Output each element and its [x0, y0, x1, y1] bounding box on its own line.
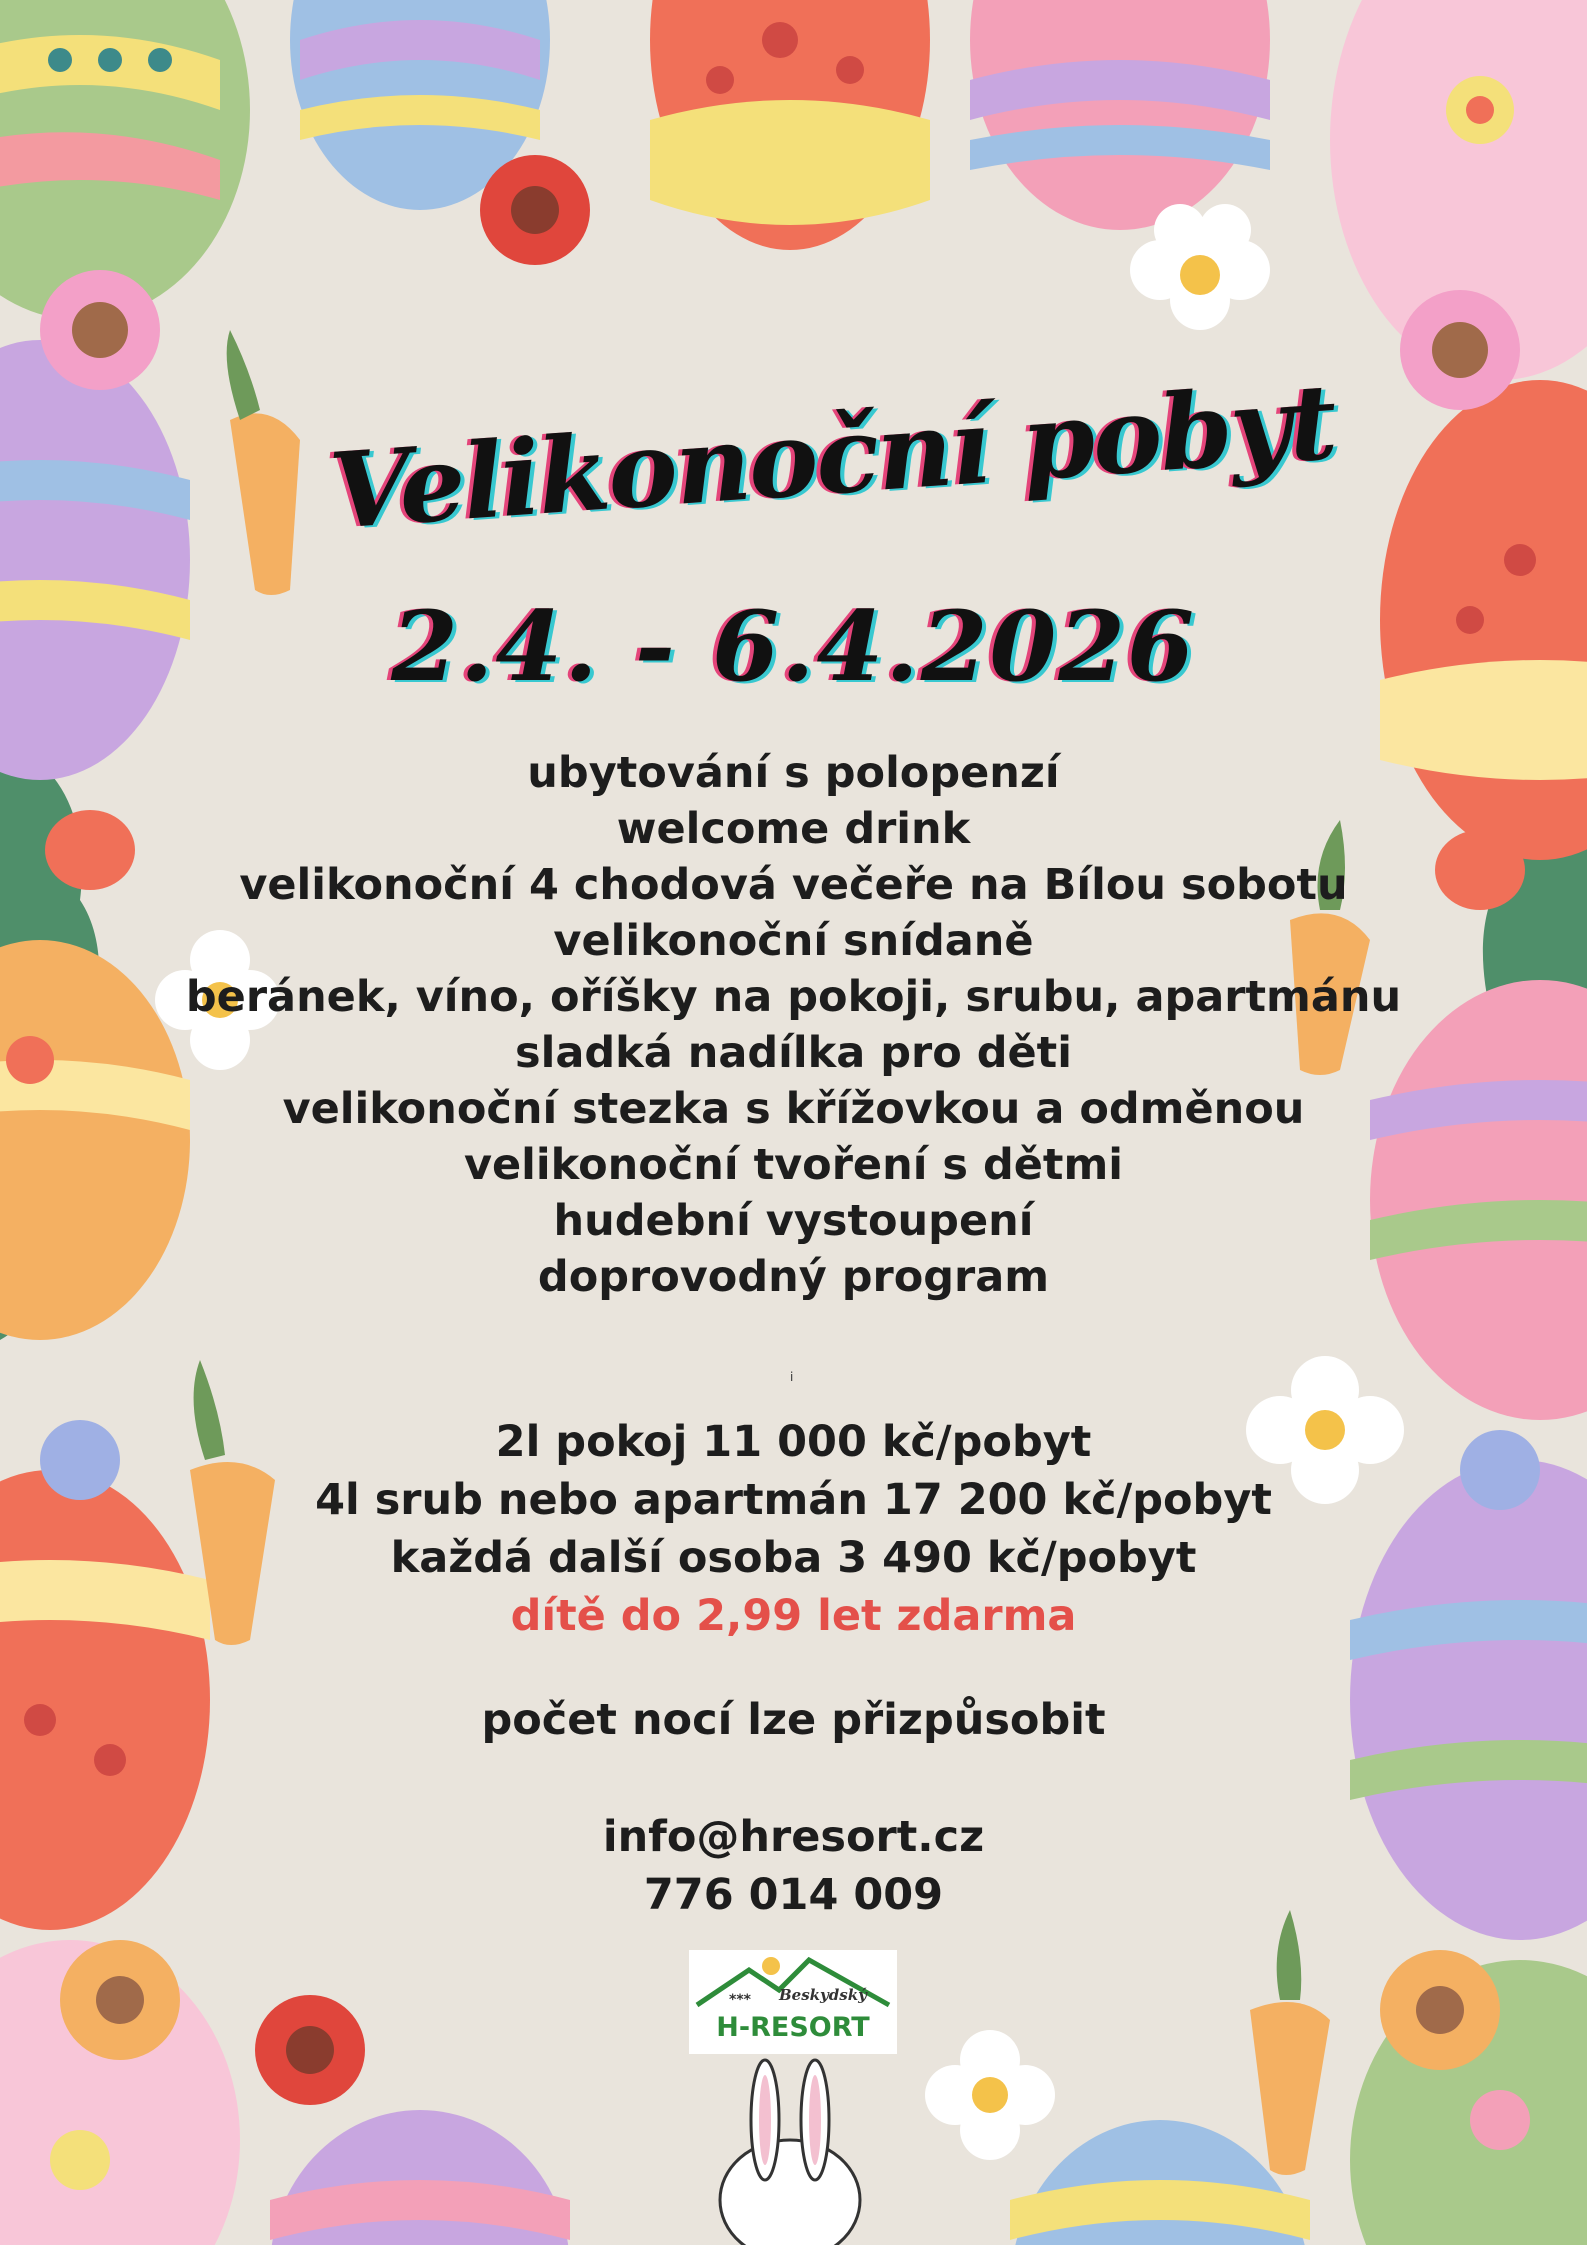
price-child-free: dítě do 2,99 let zdarma — [510, 1591, 1077, 1641]
flower-orange-left-bottom — [60, 1940, 180, 2060]
list-item: velikonoční tvoření s dětmi — [463, 1140, 1124, 1190]
resort-logo — [689, 1950, 897, 2054]
bunny-illustration — [720, 2060, 860, 2245]
price-cabin: 4l srub nebo apartmán 17 200 kč/pobyt — [315, 1475, 1272, 1525]
price-list — [0, 1413, 1587, 1645]
contact-phone[interactable]: 776 014 009 — [643, 1870, 944, 1920]
stray-mark: i — [790, 1370, 794, 1384]
list-item: velikonoční stezka s křížovkou a odměnou — [282, 1084, 1305, 1134]
flower-white-bottom — [925, 2030, 1055, 2160]
flower-red-top — [480, 155, 590, 265]
list-item: sladká nadílka pro děti — [515, 1028, 1072, 1078]
price-extra-person: každá další osoba 3 490 kč/pobyt — [390, 1533, 1197, 1583]
stay-dates: 2.4. - 6.4.2026 — [391, 590, 1196, 703]
list-item: velikonoční snídaně — [553, 916, 1034, 966]
egg-top-center — [650, 0, 930, 250]
price-room: 2l pokoj 11 000 kč/pobyt — [495, 1417, 1092, 1467]
nights-note: počet nocí lze přizpůsobit — [481, 1695, 1106, 1745]
egg-left-1 — [0, 340, 190, 780]
logo-subtitle: Beskydský — [779, 1986, 867, 2004]
list-item: welcome drink — [616, 804, 971, 854]
egg-bottom-left — [270, 2110, 570, 2245]
contact-info — [0, 1808, 1587, 1924]
flower-pink-right — [1400, 290, 1520, 410]
list-item: velikonoční 4 chodová večeře na Bílou sobotu — [239, 860, 1348, 910]
carrot-top-left — [227, 330, 300, 595]
page-title: Velikonoční pobyt — [325, 359, 1339, 553]
flower-orange-right-bottom — [1380, 1950, 1500, 2070]
logo-stars: *** — [729, 1992, 751, 2008]
egg-top-right-center — [970, 0, 1270, 230]
carrot-right-bottom — [1250, 1910, 1330, 2175]
flower-red-bottom — [255, 1995, 365, 2105]
contact-email[interactable]: info@hresort.cz — [602, 1812, 985, 1862]
list-item: beránek, víno, oříšky na pokoji, srubu, apartmánu — [185, 972, 1402, 1022]
egg-bottom-right — [1010, 2120, 1310, 2245]
flower-pink-left — [40, 270, 160, 390]
included-items-list — [0, 745, 1587, 1305]
egg-top-left — [0, 0, 250, 320]
list-item: hudební vystoupení — [553, 1196, 1034, 1246]
list-item: doprovodný program — [537, 1252, 1050, 1302]
logo-name: H-RESORT — [716, 2012, 870, 2043]
list-item: ubytování s polopenzí — [527, 748, 1060, 798]
